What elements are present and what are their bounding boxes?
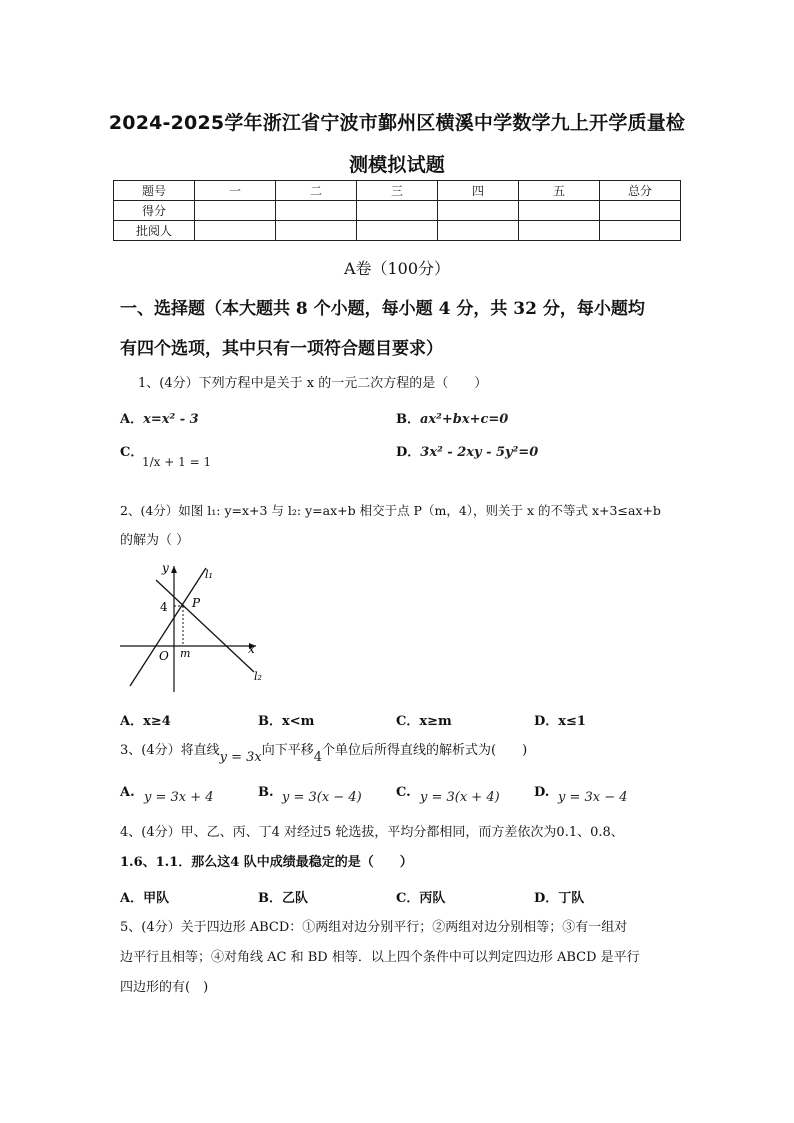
- q3-stem-part2: 向下平移: [261, 743, 314, 758]
- score-header-cell: 题号: [114, 181, 195, 201]
- q2-option-a: A．x≥4: [120, 714, 171, 729]
- score-table-row: [114, 201, 681, 221]
- score-cell: [438, 221, 519, 241]
- question-2-stem: 2、(4分）如图 l₁: y=x+3 与 l₂: y=ax+b 相交于点 P（m，4），则关于 x 的不等式 x+3≤ax+b: [120, 503, 661, 518]
- q4-option-a: A．甲队: [120, 891, 170, 906]
- page-title: 2024-2025学年浙江省宁波市鄞州区横溪中学数学九上开学质量检: [108, 112, 686, 134]
- q3-stem-part3: 个单位后所得直线的解析式为( ): [322, 743, 528, 758]
- q3-option-b-label: B.: [258, 785, 274, 800]
- section-a-heading: A卷（100分）: [343, 259, 451, 278]
- section-heading-line1: 一、选择题（本大题共 8 个小题，每小题 4 分，共 32 分，每小题均: [120, 299, 645, 319]
- q1-option-c-label: C．: [120, 445, 144, 460]
- q1-option-d: [396, 441, 538, 460]
- q1-option-a-label: A．: [120, 412, 144, 427]
- q3-stem-math2: 4: [313, 750, 323, 765]
- score-header-cell: 五: [519, 181, 600, 201]
- y-axis-arrow: [171, 566, 177, 573]
- score-cell: [357, 221, 438, 241]
- label-p: P: [192, 596, 201, 610]
- question-2-stem-line2: 的解为（ ）: [120, 533, 190, 548]
- score-cell: [600, 201, 681, 221]
- q2-option-d: D．x≤1: [534, 714, 586, 729]
- label-origin: O: [159, 649, 169, 663]
- score-cell: [276, 221, 357, 241]
- q1-option-d-label: D．: [396, 445, 421, 460]
- q4-option-b: B．乙队: [258, 891, 308, 906]
- question-5-line3: 四边形的有( ): [120, 980, 209, 995]
- score-header-cell: 一: [195, 181, 276, 201]
- score-cell: [600, 221, 681, 241]
- q3-option-b-math: y = 3(x − 4): [282, 790, 362, 805]
- score-table-row: [114, 221, 681, 241]
- q3-option-c-label: C.: [396, 785, 411, 800]
- question-5-line2: 边平行且相等；④对角线 AC 和 BD 相等．以上四个条件中可以判定四边形 ABCD 是平行: [120, 950, 640, 965]
- label-l2: l₂: [254, 670, 262, 683]
- question-1-stem: 1、(4分）下列方程中是关于 x 的一元二次方程的是（ ）: [138, 376, 488, 391]
- q1-option-b-label: B．: [396, 412, 420, 427]
- score-cell: [357, 201, 438, 221]
- score-header-cell: 总分: [600, 181, 681, 201]
- q3-option-d-label: D.: [534, 785, 550, 800]
- q1-option-d-math: 3x² - 2xy - 5y²=0: [420, 445, 539, 460]
- question-5-line1: 5、(4分）关于四边形 ABCD：①两组对边分别平行；②两组对边分别相等；③有一组对: [120, 920, 628, 935]
- q3-option-a-math: y = 3x + 4: [144, 790, 214, 805]
- score-cell: [195, 201, 276, 221]
- page-title-line2: 测模拟试题: [348, 154, 445, 176]
- q3-stem-part1: 3、(4分）将直线: [120, 743, 220, 758]
- q1-option-a-math: x=x² - 3: [143, 412, 199, 427]
- score-cell: [276, 201, 357, 221]
- q3-option-d-math: y = 3x − 4: [558, 790, 628, 805]
- q3-option-a-label: A.: [120, 785, 135, 800]
- q1-option-b: [396, 408, 508, 427]
- q1-option-a: [120, 408, 199, 427]
- label-m: m: [180, 647, 191, 660]
- label-x: x: [248, 642, 255, 656]
- question-3-stem: [120, 743, 528, 765]
- q3-stem-math1: y = 3x: [219, 750, 262, 765]
- score-table-header-row: [114, 181, 681, 201]
- score-cell: [195, 221, 276, 241]
- score-table: [113, 180, 681, 241]
- score-row-label: 批阅人: [114, 221, 195, 241]
- score-row-label: 得分: [114, 201, 195, 221]
- question-4-stem-line2: 1.6、1.1．那么这4 队中成绩最稳定的是（ ）: [120, 855, 413, 870]
- score-header-cell: 四: [438, 181, 519, 201]
- label-y: y: [162, 561, 169, 575]
- score-cell: [519, 201, 600, 221]
- score-header-cell: 二: [276, 181, 357, 201]
- score-cell: [438, 201, 519, 221]
- label-four: 4: [160, 600, 168, 614]
- q4-option-d: D．丁队: [534, 891, 585, 906]
- q2-option-b: B．x<m: [258, 714, 315, 729]
- score-cell: [519, 221, 600, 241]
- q1-option-c-math: 1/x + 1 = 1: [142, 455, 212, 469]
- section-heading-line2: 有四个选项，其中只有一项符合题目要求）: [120, 339, 443, 359]
- q1-option-b-math: ax²+bx+c=0: [420, 412, 509, 427]
- question-4-stem: 4、(4分）甲、乙、丙、丁4 对经过5 轮选拔，平均分都相同，而方差依次为0.1、0.8、: [120, 825, 624, 840]
- line-l2: [156, 580, 254, 672]
- line-l1: [130, 568, 206, 686]
- q3-option-c-math: y = 3(x + 4): [420, 790, 500, 805]
- score-header-cell: 三: [357, 181, 438, 201]
- q4-option-c: C．丙队: [396, 891, 446, 906]
- q2-option-c: C．x≥m: [396, 714, 452, 729]
- label-l1: l₁: [205, 568, 213, 581]
- q2-graph: [116, 560, 276, 700]
